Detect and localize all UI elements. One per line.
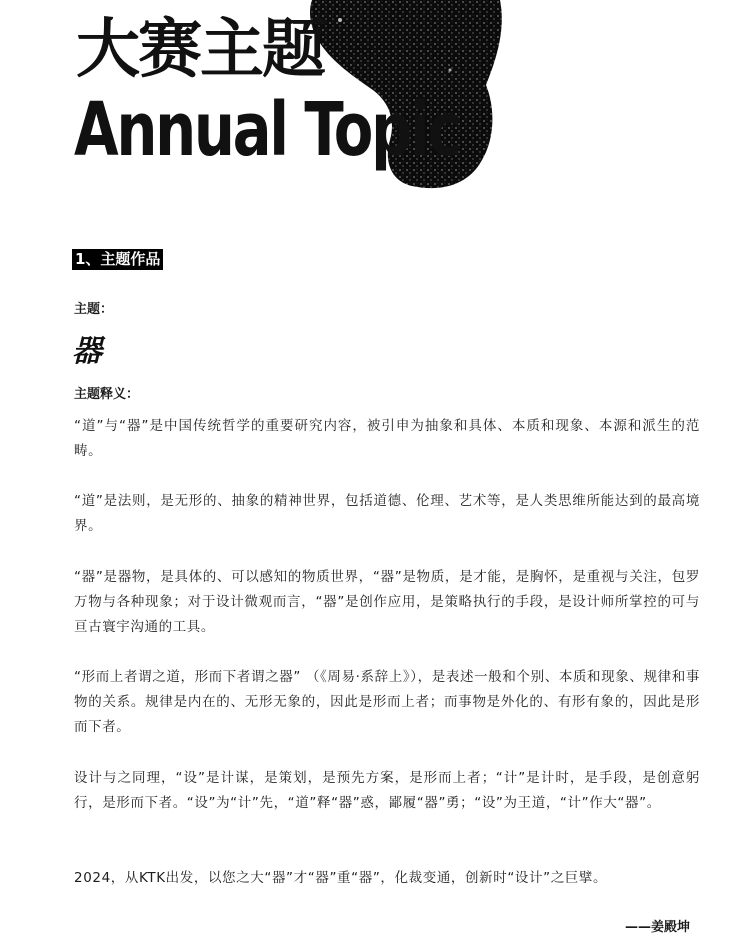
paragraph-dao: “道”是法则，是无形的、抽象的精神世界，包括道德、伦理、艺术等，是人类思维所能达到的最高境界。	[74, 493, 700, 534]
paragraph-qi: “器”是器物，是具体的、可以感知的物质世界，“器”是物质，是才能，是胸怀，是重视与关注，包罗万物与各种现象；对于设计微观而言，“器”是创作应用，是策略执行的手段，是设计师所掌控的可与亘古寰宇沟通的工具。	[74, 569, 700, 635]
paragraph-dao-qi: “道”与“器”是中国传统哲学的重要研究内容，被引申为抽象和具体、本质和现象、本源和派生的范畴。	[74, 418, 700, 459]
header-banner	[0, 0, 739, 200]
title-english: Annual Topic	[74, 87, 460, 173]
signature: ——姜殿坤	[624, 920, 690, 935]
paragraph-design: 设计与之同理，“设”是计谋，是策划，是预先方案，是形而上者；“计”是计时，是手段，是创意躬行，是形而下者。“设”为“计”先，“道”释“器”惑，鄙履“器”勇；“设”为王道，“计”作大“器”。	[74, 770, 700, 811]
paragraph-2024: 2024，从KTK出发，以您之大“器”才“器”重“器”，化裁变通，创新时“设计”之巨擘。	[74, 870, 608, 886]
interpretation-label: 主题释义：	[74, 387, 140, 402]
title-chinese: 大赛主题	[76, 13, 324, 87]
paragraph-zhouyi: “形而上者谓之道，形而下者谓之器” （《周易·系辞上》），是表述一般和个别、本质和现象、规律和事物的关系。规律是内在的、无形无象的，因此是形而上者；而事物是外化的、有形有象的，因此是形而下者。	[74, 669, 700, 735]
topic-label: 主题：	[74, 302, 114, 317]
topic-value: 器	[72, 334, 102, 369]
section-heading: 1、主题作品	[72, 249, 163, 270]
